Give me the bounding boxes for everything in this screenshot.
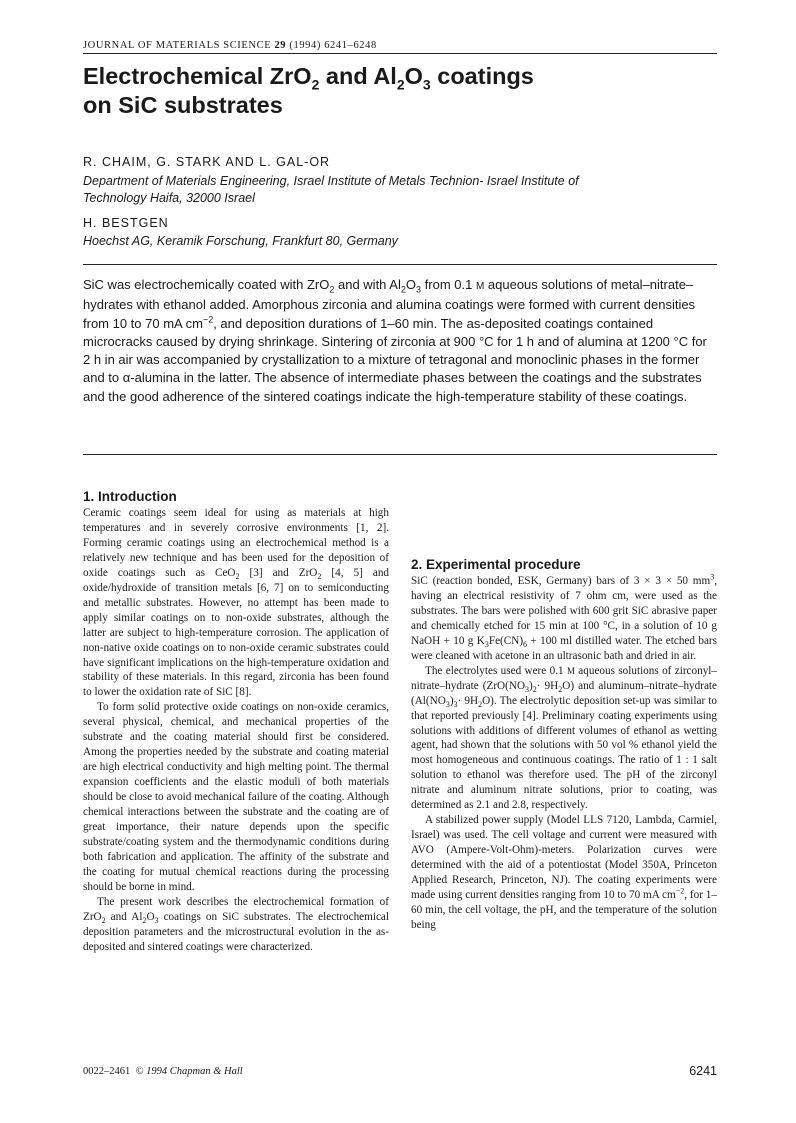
journal-name: JOURNAL OF MATERIALS SCIENCE (83, 40, 272, 51)
author-list-1: R. CHAIM, G. STARK AND L. GAL-OR (83, 155, 331, 169)
right-column (411, 489, 717, 933)
experimental-paragraph-3: A stabilized power supply (Model LLS 7120, Lambda, Carmiel, Israel) was used. The cell voltage and current were measured with AVO (Ampere-Volt-Ohm)-meters. Polarization curves were determined with the aid of a potentiostat (Model 350A, Princeton Applied Research, Princeton, NJ). The coating experiments were made using current densities ranging from 10 to 70 mA $cm^{-2}$, for 1–60 min, the cell voltage, the pH, and the temperature of the solution being (411, 814, 717, 931)
experimental-paragraph-1: SiC (reaction bonded, ESK, Germany) bars of 3 × 3 × 50 $mm^3$, having an electrical resistivity of 7 ohm cm, were used as the substrates. The bars were polished with 600 grit SiC abrasive paper and chemically etched for 15 min at 100 °C, in a solution of 10 g NaOH + 10 g $K_3Fe(CN)_6 + 100$ ml distilled water. The etched bars were cleaned with acetone in an ultrasonic bath and dried in air. (411, 572, 717, 662)
abstract-top-rule (83, 264, 717, 265)
intro-paragraph-3-start: The present work describes the electrochemical formation of ZrO$_2$ and $Al_2O_3$ coatings on SiC substrates. The electrochemical deposition parameters and the microstructural evolution in the as-deposited and sintered coatings were characterized. (83, 895, 389, 953)
experimental-paragraph-2: The electrolytes used were 0.1 M aqueous solutions of zirconyl–nitrate–hydrate $(ZrO(NO_3)_2\cdot 9H_2O)$ and aluminum–nitrate–hydrate $(Al(NO_3)_3\cdot 9H_2O)$. The electrolytic deposition set-up was similar to that reported previously [4]. Preliminary coating experiments using solutions with additions of different volumes of ethanol as wetting agent, had shown that the solutions with 50 vol % ethanol yield the most homogeneous and continuous coatings. The ratio of 1 : 1 salt solution to ethanol was therefore used. The pH of the zirconyl nitrate and aluminum nitrate solutions, prior to coating, was determined as 2.1 and 2.8, respectively. (411, 664, 717, 812)
affiliation-2: Hoechst AG, Keramik Forschung, Frankfurt 80, Germany (83, 234, 398, 248)
abstract-bottom-rule (83, 454, 717, 455)
journal-year-pages: (1994) 6241–6248 (289, 40, 377, 51)
left-column (83, 489, 389, 955)
section-heading-introduction: 1. Introduction (83, 489, 177, 504)
paper-title: Electrochemical ZrO$_2$ and $Al_2O_3$ coatings on SiC substrates (83, 63, 534, 118)
page-number: 6241 (689, 1064, 717, 1078)
journal-header (83, 40, 717, 54)
intro-paragraph-2: To form solid protective oxide coatings on non-oxide ceramics, several physical, chemical, and mechanical properties of the substrate and the coating material should first be considered. Among the properties needed by the substrate and coating material are high electrical conductivity and high melting point. The thermal expansion coefficients and the elastic moduli of both materials should be close to avoid mechanical failure of the coating. Although chemical interactions between the substrate and the coating are of great importance, their nature depends upon the specific substrate/coating system and the thermodynamic conditions during both fabrication and application. The affinity of the substrate and the coating for mutual chemical reactions during the processing should be borne in mind. (83, 701, 389, 893)
footer-issn-copyright: 0022–2461 © 1994 Chapman & Hall (83, 1066, 243, 1077)
abstract: SiC was electrochemically coated with ZrO$_2$ and with $Al_2O_3$ from 0.1 M aqueous solutions of metal–nitrate–hydrates with ethanol added. Amorphous zirconia and alumina coatings were formed with current densities from 10 to 70 mA $cm^{-2}$, and deposition durations of 1–60 min. The as-deposited coatings contained microcracks caused by drying shrinkage. Sintering of zirconia at 900 °C for 1 h and of alumina at 1200 °C for 2 h in air was accompanied by crystallization to a mixture of tetragonal and monoclinic phases in the former and to α-alumina in the latter. The absence of intermediate phases between the coatings and the substrates and the good adherence of the sintered coatings indicate the high-temperature stability of these coatings. (83, 277, 707, 404)
intro-paragraph-1: Ceramic coatings seem ideal for using as materials at high temperatures and in severely corrosive environments [1, 2]. Forming ceramic coatings using an electrochemical method is a relatively new technique and has been used for the deposition of oxide coatings such as CeO$_2$ [3] and ZrO$_2$ [4, 5] and oxide/hydroxide of transition metals [6, 7] on to semiconducting and metallic substrates. However, no attempt has been made to apply similar coatings on to non-oxide substrates, although the latter are subject to high-temperature corrosion. The application of non-native oxide coatings on to non-oxide ceramic substrates could have significant implications on the high-temperature oxidation and stability of these materials. In this regard, zirconia has been found to lower the oxidation rate of SiC [8]. (83, 507, 390, 699)
section-heading-experimental: 2. Experimental procedure (411, 557, 581, 572)
affiliation-1: Department of Materials Engineering, Israel Institute of Metals Technion- Israel Institute of Technology Haifa, 32000 Israel (83, 174, 579, 205)
author-list-2: H. BESTGEN (83, 216, 169, 230)
journal-volume: 29 (274, 40, 287, 51)
